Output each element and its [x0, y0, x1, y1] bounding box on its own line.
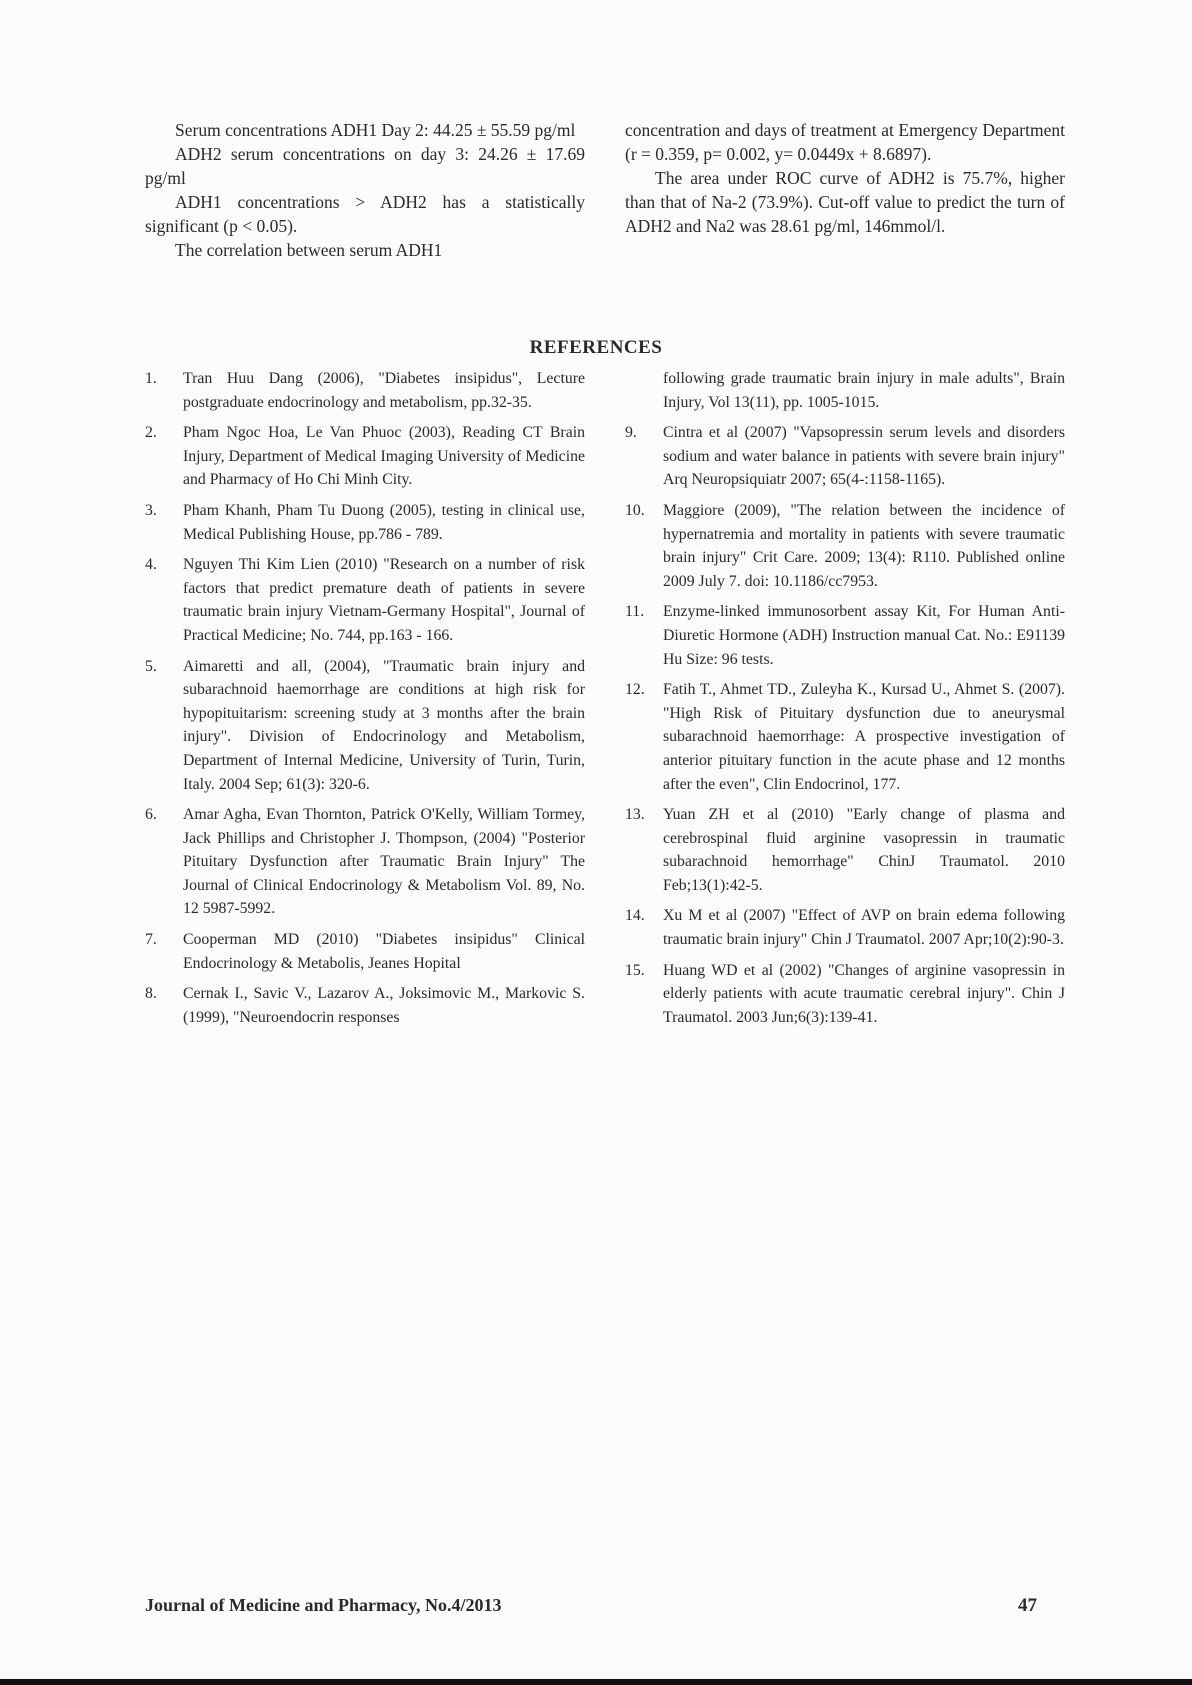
reference-item — [625, 904, 1065, 951]
reference-item — [625, 499, 1065, 593]
reference-text: Enzyme-linked immunosorbent assay Kit, For Human Anti-Diuretic Hormone (ADH) Instruction manual Cat. No.: E91139 Hu Size: 96 tests. — [663, 603, 1065, 668]
reference-item — [145, 421, 585, 492]
reference-item — [625, 421, 1065, 492]
body-column-left — [145, 118, 585, 262]
paragraph: ADH1 concentrations > ADH2 has a statistically significant (p < 0.05). — [145, 192, 585, 236]
reference-text: Nguyen Thi Kim Lien (2010) "Research on a number of risk factors that predict premature death of patients in severe traumatic brain injury Vietnam-Germany Hospital", Journal of Practical Medicine; No. 744, pp.163 - 166. — [183, 556, 585, 644]
references-column-right — [625, 367, 1065, 1036]
reference-number: 1. — [145, 370, 157, 387]
reference-text: Pham Khanh, Pham Tu Duong (2005), testing in clinical use, Medical Publishing House, pp.786 - 789. — [183, 501, 585, 543]
reference-item — [145, 928, 585, 975]
reference-item — [625, 959, 1065, 1030]
reference-number: 15. — [625, 961, 645, 979]
reference-item — [145, 655, 585, 797]
reference-item — [145, 803, 585, 921]
reference-continuation — [625, 367, 1065, 414]
reference-text: Cernak I., Savic V., Lazarov A., Joksimovic M., Markovic S. (1999), "Neuroendocrin responses — [183, 985, 585, 1026]
journal-name: Journal of Medicine and Pharmacy, No.4/2013 — [145, 1595, 502, 1615]
reference-text: Cintra et al (2007) "Vapsopressin serum levels and disorders sodium and water balance in patients with severe brain injury" Arq Neuropsiquiatr 2007; 65(4-:1158-1165). — [663, 424, 1065, 489]
reference-number: 6. — [145, 806, 157, 824]
reference-text: Fatih T., Ahmet TD., Zuleyha K., Kursad U., Ahmet S. (2007). "High Risk of Pituitary dysfunction due to aneurysmal subarachnoid haemorrhage: A prospective investigation of anterior pituitary function in the acute phase and 12 months after the even", Clin Endocrinol, 177. — [663, 681, 1065, 793]
reference-text: Pham Ngoc Hoa, Le Van Phuoc (2003), Reading CT Brain Injury, Department of Medical Imaging University of Medicine and Pharmacy of Ho Chi Minh City. — [183, 424, 585, 489]
references-list — [145, 367, 1065, 1036]
reference-number: 12. — [625, 681, 645, 699]
reference-text: following grade traumatic brain injury in male adults", Brain Injury, Vol 13(11), pp. 1005-1015. — [663, 370, 1065, 411]
reference-number: 2. — [145, 424, 157, 442]
paragraph: Serum concentrations ADH1 Day 2: 44.25 ± 55.59 pg/ml — [175, 120, 576, 140]
reference-number: 9. — [625, 424, 637, 442]
paragraph: The correlation between serum ADH1 — [175, 240, 443, 260]
reference-text: Xu M et al (2007) "Effect of AVP on brain edema following traumatic brain injury" Chin J Traumatol. 2007 Apr;10(2):90-3. — [663, 907, 1065, 949]
reference-number: 4. — [145, 556, 157, 574]
reference-number: 8. — [145, 985, 157, 1003]
scan-edge — [0, 1679, 1192, 1685]
reference-text: Cooperman MD (2010) "Diabetes insipidus" Clinical Endocrinology & Metabolis, Jeanes Hopital — [183, 931, 585, 972]
body-text — [145, 118, 1065, 262]
paragraph: ADH2 serum concentrations on day 3: 24.26 ± 17.69 pg/ml — [145, 144, 585, 188]
reference-text: Yuan ZH et al (2010) "Early change of plasma and cerebrospinal fluid arginine vasopressin in traumatic subarachnoid hemorrhage" ChinJ Traumatol. 2010 Feb;13(1):42-5. — [663, 806, 1065, 894]
reference-text: Aimaretti and all, (2004), "Traumatic brain injury and subarachnoid haemorrhage are conditions at high risk for hypopituitarism: screening study at 3 months after the brain injury". Division of Endocrinology and Metabolism, Department of Internal Medicine, University of Turin, Turin, Italy. 2004 Sep; 61(3): 320-6. — [183, 657, 585, 793]
reference-item — [145, 553, 585, 647]
references-column-left — [145, 367, 585, 1036]
reference-text: Huang WD et al (2002) "Changes of arginine vasopressin in elderly patients with acute traumatic cerebral injury". Chin J Traumatol. 2003 Jun;6(3):139-41. — [663, 961, 1065, 1026]
reference-item — [145, 499, 585, 546]
reference-number: 5. — [145, 657, 157, 675]
reference-number: 3. — [145, 501, 157, 519]
reference-item — [625, 678, 1065, 796]
reference-number: 10. — [625, 501, 645, 519]
page-footer — [145, 1595, 1037, 1617]
references-heading: REFERENCES — [529, 337, 663, 358]
paragraph: concentration and days of treatment at Emergency Department (r = 0.359, p= 0.002, y= 0.0449x + 8.6897). — [625, 120, 1065, 164]
reference-number: 14. — [625, 907, 645, 925]
paragraph: The area under ROC curve of ADH2 is 75.7%, higher than that of Na-2 (73.9%). Cut-off value to predict the turn of ADH2 and Na2 was 28.61 pg/ml, 146mmol/l. — [625, 168, 1065, 236]
page-number: 47 — [1018, 1595, 1037, 1616]
reference-text: Maggiore (2009), "The relation between the incidence of hypernatremia and mortality in patients with severe traumatic brain injury" Crit Care. 2009; 13(4): R110. Published online 2009 July 7. doi: 10.1186/cc7953. — [663, 501, 1065, 590]
reference-text: Tran Huu Dang (2006), "Diabetes insipidus", Lecture postgraduate endocrinology and metabolism, pp.32-35. — [183, 370, 585, 411]
reference-item — [145, 367, 585, 414]
reference-item — [625, 803, 1065, 897]
reference-item — [625, 600, 1065, 671]
reference-number: 13. — [625, 806, 645, 824]
reference-item — [145, 982, 585, 1029]
reference-number: 7. — [145, 931, 157, 949]
reference-number: 11. — [625, 603, 645, 621]
body-column-right — [625, 118, 1065, 262]
reference-text: Amar Agha, Evan Thornton, Patrick O'Kelly, William Tormey, Jack Phillips and Christopher J. Thompson, (2004) "Posterior Pituitary Dysfunction after Traumatic Brain Injury" The Journal of Clinical Endocrinology & Metabolism Vol. 89, No. 12 5987-5992. — [183, 806, 585, 918]
